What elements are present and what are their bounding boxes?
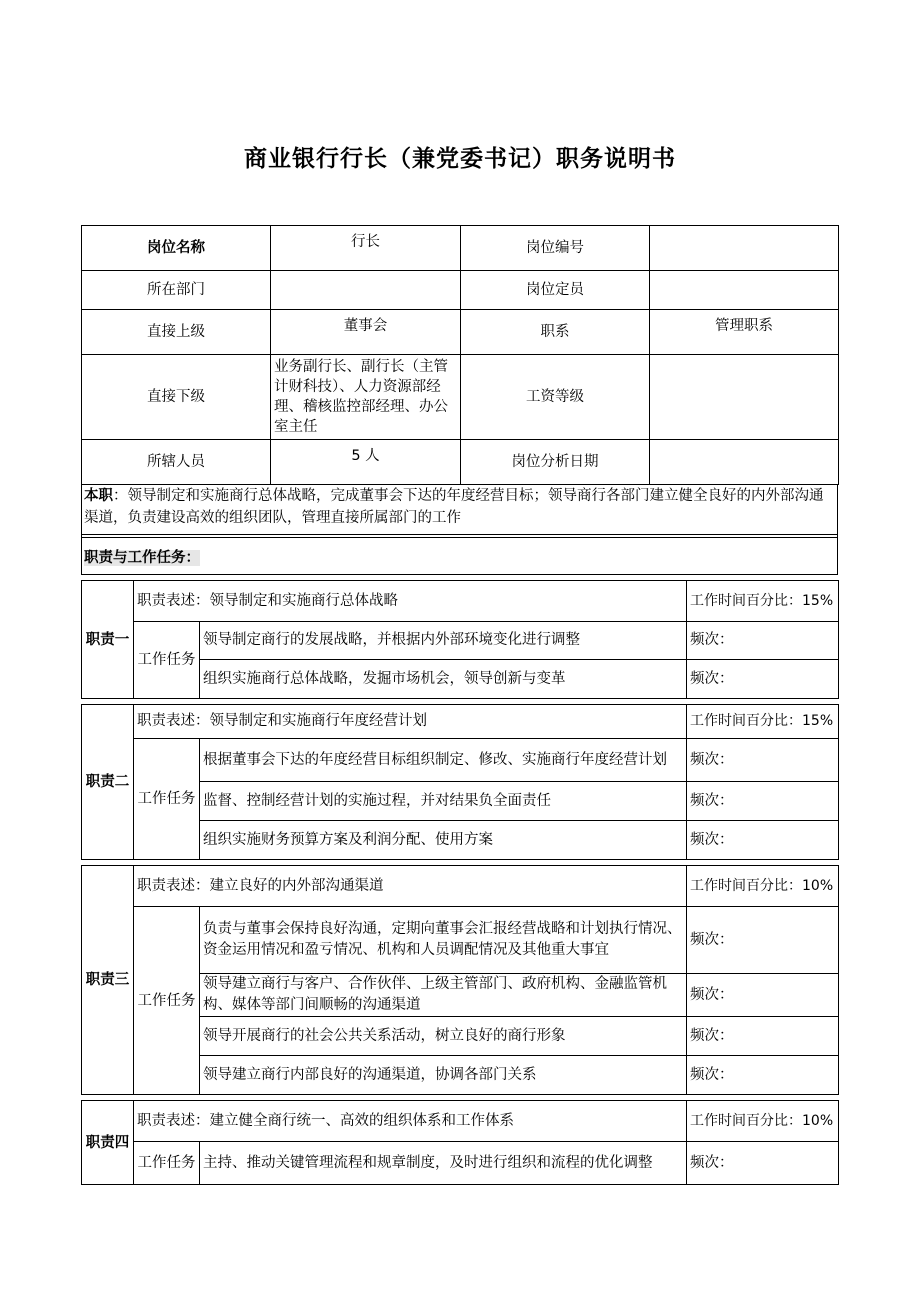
duty-name: 职责一 (82, 581, 134, 699)
info-label: 岗位定员 (461, 271, 650, 310)
duty-table (81, 580, 839, 699)
info-label: 岗位名称 (82, 226, 271, 271)
time-percent: 工作时间百分比：10% (687, 866, 839, 907)
info-value (650, 271, 839, 310)
info-label: 职系 (461, 310, 650, 355)
frequency: 频次： (687, 660, 839, 699)
frequency: 频次： (687, 1017, 839, 1056)
info-row (82, 440, 839, 485)
duty-table (81, 865, 839, 1095)
task-label: 工作任务 (134, 907, 200, 1095)
duty-name: 职责三 (82, 866, 134, 1095)
info-row (82, 310, 839, 355)
page-title: 商业银行行长（兼党委书记）职务说明书 (244, 146, 676, 172)
info-label: 直接上级 (82, 310, 271, 355)
info-row (82, 271, 839, 310)
duty-statement: 职责表述：建立健全商行统一、高效的组织体系和工作体系 (134, 1101, 687, 1142)
frequency: 频次： (687, 739, 839, 782)
info-label: 所辖人员 (82, 440, 271, 485)
task-text: 监督、控制经营计划的实施过程，并对结果负全面责任 (200, 782, 687, 821)
time-percent: 工作时间百分比：15% (687, 705, 839, 739)
task-text: 组织实施商行总体战略，发掘市场机会，领导创新与变革 (200, 660, 687, 699)
info-value (650, 440, 839, 485)
info-label: 岗位编号 (461, 226, 650, 271)
job-description-form (81, 225, 838, 1185)
info-label: 所在部门 (82, 271, 271, 310)
info-label: 直接下级 (82, 355, 271, 440)
task-text: 主持、推动关键管理流程和规章制度，及时进行组织和流程的优化调整 (200, 1142, 687, 1185)
summary-text: ：领导制定和实施商行总体战略，完成董事会下达的年度经营目标；领导商行各部门建立健全良好的内外部沟通渠道，负责建设高效的组织团队，管理直接所属部门的工作 (84, 488, 824, 526)
frequency: 频次： (687, 821, 839, 860)
info-value: 董事会 (271, 310, 461, 355)
summary-label: 本职 (84, 488, 113, 504)
task-text: 负责与董事会保持良好沟通，定期向董事会汇报经营战略和计划执行情况、资金运用情况和盈亏情况、机构和人员调配情况及其他重大事宜 (200, 907, 687, 974)
task-label: 工作任务 (134, 1142, 200, 1185)
task-text: 根据董事会下达的年度经营目标组织制定、修改、实施商行年度经营计划 (200, 739, 687, 782)
info-value: 行长 (271, 226, 461, 271)
task-text: 组织实施财务预算方案及利润分配、使用方案 (200, 821, 687, 860)
basic-info-table (81, 225, 839, 485)
task-text: 领导制定商行的发展战略，并根据内外部环境变化进行调整 (200, 622, 687, 660)
duty-statement: 职责表述：领导制定和实施商行年度经营计划 (134, 705, 687, 739)
job-summary (81, 485, 838, 535)
info-value (271, 271, 461, 310)
info-value: 5 人 (271, 440, 461, 485)
frequency: 频次： (687, 974, 839, 1017)
info-row (82, 226, 839, 271)
time-percent: 工作时间百分比：10% (687, 1101, 839, 1142)
frequency: 频次： (687, 782, 839, 821)
task-label: 工作任务 (134, 739, 200, 860)
duty-statement: 职责表述：建立良好的内外部沟通渠道 (134, 866, 687, 907)
duty-table (81, 704, 839, 860)
duties-header: 职责与工作任务： (81, 537, 838, 575)
duty-table (81, 1100, 839, 1185)
info-label: 工资等级 (461, 355, 650, 440)
info-row (82, 355, 839, 440)
frequency: 频次： (687, 1056, 839, 1095)
task-text: 领导建立商行内部良好的沟通渠道，协调各部门关系 (200, 1056, 687, 1095)
duty-name: 职责二 (82, 705, 134, 860)
task-text: 领导建立商行与客户、合作伙伴、上级主管部门、政府机构、金融监管机构、媒体等部门间顺畅的沟通渠道 (200, 974, 687, 1017)
info-value: 管理职系 (650, 310, 839, 355)
frequency: 频次： (687, 907, 839, 974)
frequency: 频次： (687, 622, 839, 660)
info-value (650, 355, 839, 440)
time-percent: 工作时间百分比：15% (687, 581, 839, 622)
duty-statement: 职责表述：领导制定和实施商行总体战略 (134, 581, 687, 622)
frequency: 频次： (687, 1142, 839, 1185)
info-value: 业务副行长、副行长（主管计财科技）、人力资源部经理、稽核监控部经理、办公室主任 (271, 355, 461, 440)
duty-name: 职责四 (82, 1101, 134, 1185)
info-value (650, 226, 839, 271)
info-label: 岗位分析日期 (461, 440, 650, 485)
task-label: 工作任务 (134, 622, 200, 699)
task-text: 领导开展商行的社会公共关系活动，树立良好的商行形象 (200, 1017, 687, 1056)
